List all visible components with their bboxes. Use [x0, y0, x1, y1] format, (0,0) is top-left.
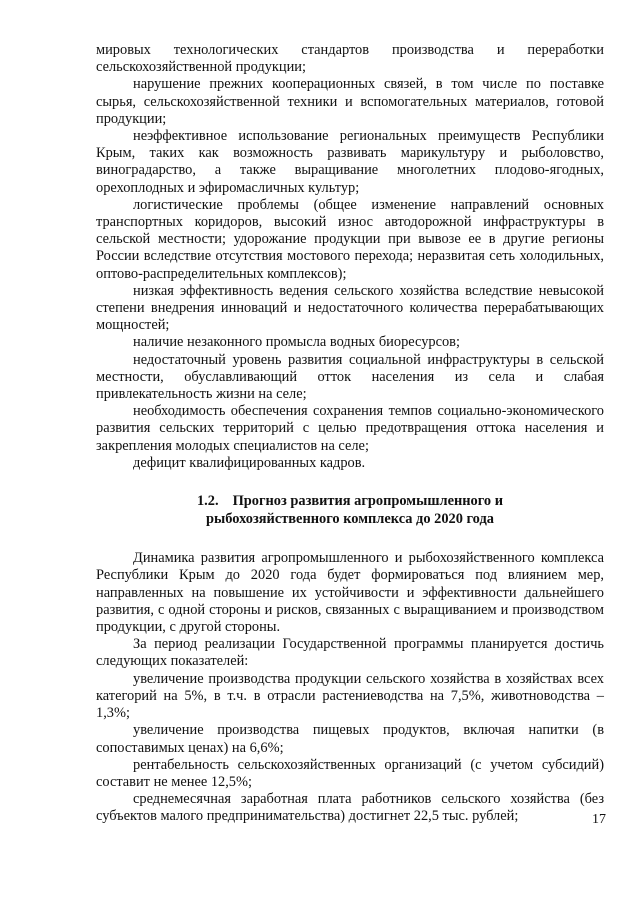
paragraph-staff-shortage: дефицит квалифицированных кадров.	[133, 454, 366, 471]
section-heading	[96, 493, 604, 528]
paragraph-agri-production-growth: увеличение производства продукции сельского хозяйства в хозяйствах всех категорий на 5%, в т.ч. в отрасли растениеводства на 7,5%, животноводства – 1,3%;	[96, 670, 604, 722]
section-number: 1.2.	[196, 493, 219, 510]
paragraph-rural-development: необходимость обеспечения сохранения темпов социально-экономического развития сельских территорий с целью предотвращения оттока населения и закрепления молодых специалистов на селе;	[96, 403, 604, 454]
paragraph-social-infrastructure: недостаточный уровень развития социальной инфраструктуры в сельской местности, обуславливающий отток населения из села и слабая привлекательность жизни на селе;	[96, 351, 604, 403]
paragraph-world-standards: мировых технологических стандартов производства и переработки сельскохозяйственной продукции;	[96, 42, 604, 76]
paragraph-low-efficiency: низкая эффективность ведения сельского хозяйства вследствие невысокой степени внедрения инноваций и недостаточного количества перерабатывающих мощностей;	[96, 282, 604, 334]
page-number: 17	[592, 812, 606, 827]
paragraph-indicators-intro: За период реализации Государственной программы планируется достичь следующих показателей:	[96, 636, 604, 670]
page-body	[96, 42, 604, 826]
section-title-line1: Прогноз развития агропромышленного и	[232, 493, 503, 510]
paragraph-food-production-growth: увеличение производства пищевых продуктов, включая напитки (в сопоставимых ценах) на 6,6%;	[96, 722, 604, 756]
paragraph-logistics-problems: логистические проблемы (общее изменение направлений основных транспортных коридоров, высокий износ автодорожной инфраструктуры в сельской местности; удорожание продукции при вывозе ее в другие регионы России вследствие отсутствия мостового перехода; неразвитая сеть холодильных, оптово-распределительных комплексов);	[96, 196, 604, 282]
section-heading-line1	[96, 493, 604, 511]
section-title-line2: рыбохозяйственного комплекса до 2020 года	[206, 510, 494, 527]
paragraph-dynamics: Динамика развития агропромышленного и рыбохозяйственного комплекса Республики Крым до 2020 года будет формироваться под влиянием мер, направленных на повышение их устойчивости и эффективности дальнейшего развития, с одной стороны и рисков, связанных с выращиванием и производством продукции, с другой стороны.	[96, 550, 604, 636]
paragraph-illegal-fishing: наличие незаконного промысла водных биоресурсов;	[133, 334, 460, 351]
paragraph-profitability: рентабельность сельскохозяйственных организаций (с учетом субсидий) составит не менее 12,5%;	[96, 756, 604, 790]
paragraph-cooperation-links: нарушение прежних кооперационных связей, в том числе по поставке сырья, сельскохозяйственной техники и вспомогательных материалов, готовой продукции;	[96, 76, 604, 127]
paragraph-average-salary: среднемесячная заработная плата работников сельского хозяйства (без субъектов малого предпринимательства) достигнет 22,5 тыс. рублей;	[96, 791, 604, 825]
paragraph-regional-advantages: неэффективное использование региональных преимуществ Республики Крым, таких как возможность развивать марикультуру и рыболовство, виноградарство, а также выращивание многолетних плодово-ягодных, орехоплодных и эфиромасличных культур;	[96, 128, 604, 196]
